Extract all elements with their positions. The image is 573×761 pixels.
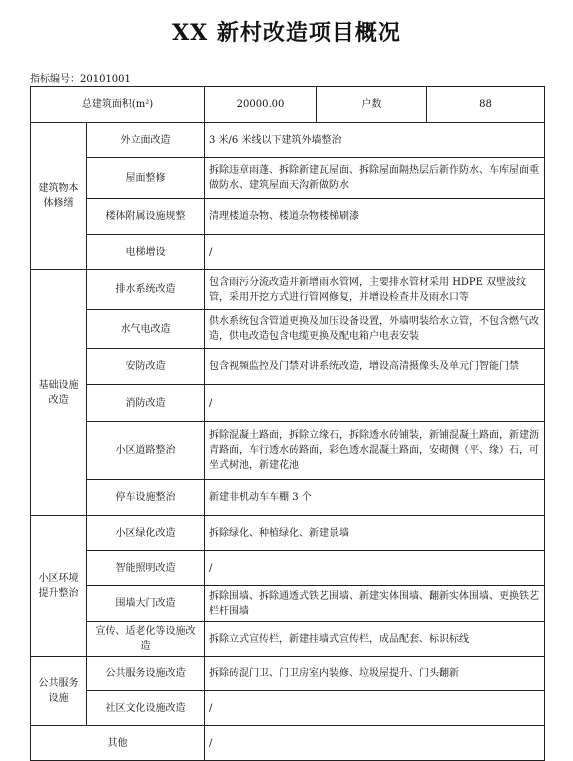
index-code: 指标编号：20101001 — [30, 74, 131, 85]
area-value: 20000.00 — [205, 87, 317, 123]
item-name: 围墙大门改造 — [87, 586, 205, 622]
item-name: 停车设施整治 — [87, 480, 205, 516]
table-row — [31, 586, 545, 622]
item-name: 楼体附属设施规整 — [87, 199, 205, 235]
table-row — [31, 235, 545, 270]
item-description: 包含视频监控及门禁对讲系统改造，增设高清摄像头及单元门智能门禁 — [205, 349, 545, 385]
item-name: 电梯增设 — [87, 235, 205, 270]
item-description: 清理楼道杂物、楼道杂物楼梯刷漆 — [205, 199, 545, 235]
item-description: 拆除砖混门卫、门卫房室内装修、垃圾屋提升、门头翻新 — [205, 657, 545, 691]
item-name: 外立面改造 — [87, 123, 205, 158]
item-name: 小区绿化改造 — [87, 516, 205, 551]
table-row — [31, 349, 545, 385]
table-row — [31, 158, 545, 199]
table-row — [31, 516, 545, 551]
table-row — [31, 123, 545, 158]
section-name: 公共服务设施 — [31, 657, 87, 726]
item-description: 拆除违章雨蓬、拆除新建瓦屋面、拆除屋面隔热层后新作防水、车库屋面重做防水、建筑屋面天沟新做防水 — [205, 158, 545, 199]
item-description: 新建非机动车车棚 3 个 — [205, 480, 545, 516]
item-description: 3 米/6 米线以下建筑外墙整治 — [205, 123, 545, 158]
table-row — [31, 622, 545, 657]
item-name: 消防改造 — [87, 385, 205, 422]
other-value: / — [205, 726, 545, 761]
summary-row — [31, 87, 545, 123]
item-description: / — [205, 385, 545, 422]
item-name: 水气电改造 — [87, 310, 205, 349]
item-name: 智能照明改造 — [87, 551, 205, 586]
area-label: 总建筑面积(m²) — [31, 87, 205, 123]
item-description: 包含雨污分流改造并新增雨水管网，主要排水管材采用 HDPE 双壁波纹管，采用开挖方式进行管网修复，并增设检查井及雨水口等 — [205, 270, 545, 310]
section-name: 小区环境提升整治 — [31, 516, 87, 657]
other-row — [31, 726, 545, 761]
item-name: 公共服务设施改造 — [87, 657, 205, 691]
item-description: / — [205, 691, 545, 726]
table-row — [31, 480, 545, 516]
table-row — [31, 310, 545, 349]
table-row — [31, 199, 545, 235]
section-name: 建筑物本体修缮 — [31, 123, 87, 270]
item-description: / — [205, 551, 545, 586]
item-name: 社区文化设施改造 — [87, 691, 205, 726]
item-description: 供水系统包含管道更换及加压设备设置，外墙明装给水立管，不包含燃气改造，供电改造包含电缆更换及配电箱户电表安装 — [205, 310, 545, 349]
households-value: 88 — [427, 87, 545, 123]
item-description: 拆除混凝土路面，拆除立缘石，拆除透水砖铺装，新铺混凝土路面，新建沥青路面，车行透水砖路面，彩色透水混凝土路面，安砌侧（平、缘）石，可坐式树池，新建花池 — [205, 422, 545, 480]
other-label: 其他 — [31, 726, 205, 761]
item-name: 小区道路整治 — [87, 422, 205, 480]
item-description: / — [205, 235, 545, 270]
section-name: 基础设施改造 — [31, 270, 87, 516]
item-name: 排水系统改造 — [87, 270, 205, 310]
item-name: 安防改造 — [87, 349, 205, 385]
households-label: 户数 — [317, 87, 427, 123]
item-description: 拆除围墙、拆除通透式铁艺围墙、新建实体围墙、翻新实体围墙、更换铁艺栏杆围墙 — [205, 586, 545, 622]
document-title: XX 新村改造项目概况 — [172, 20, 401, 46]
item-description: 拆除绿化、种植绿化、新建景墙 — [205, 516, 545, 551]
table-row — [31, 551, 545, 586]
table-row — [31, 657, 545, 691]
table-row — [31, 270, 545, 310]
project-overview-table — [30, 86, 545, 761]
table-row — [31, 385, 545, 422]
item-name: 宣传、适老化等设施改造 — [87, 622, 205, 657]
item-description: 拆除立式宣传栏，新建挂墙式宣传栏，成品配套、标识标线 — [205, 622, 545, 657]
table-row — [31, 422, 545, 480]
table-row — [31, 691, 545, 726]
item-name: 屋面整修 — [87, 158, 205, 199]
